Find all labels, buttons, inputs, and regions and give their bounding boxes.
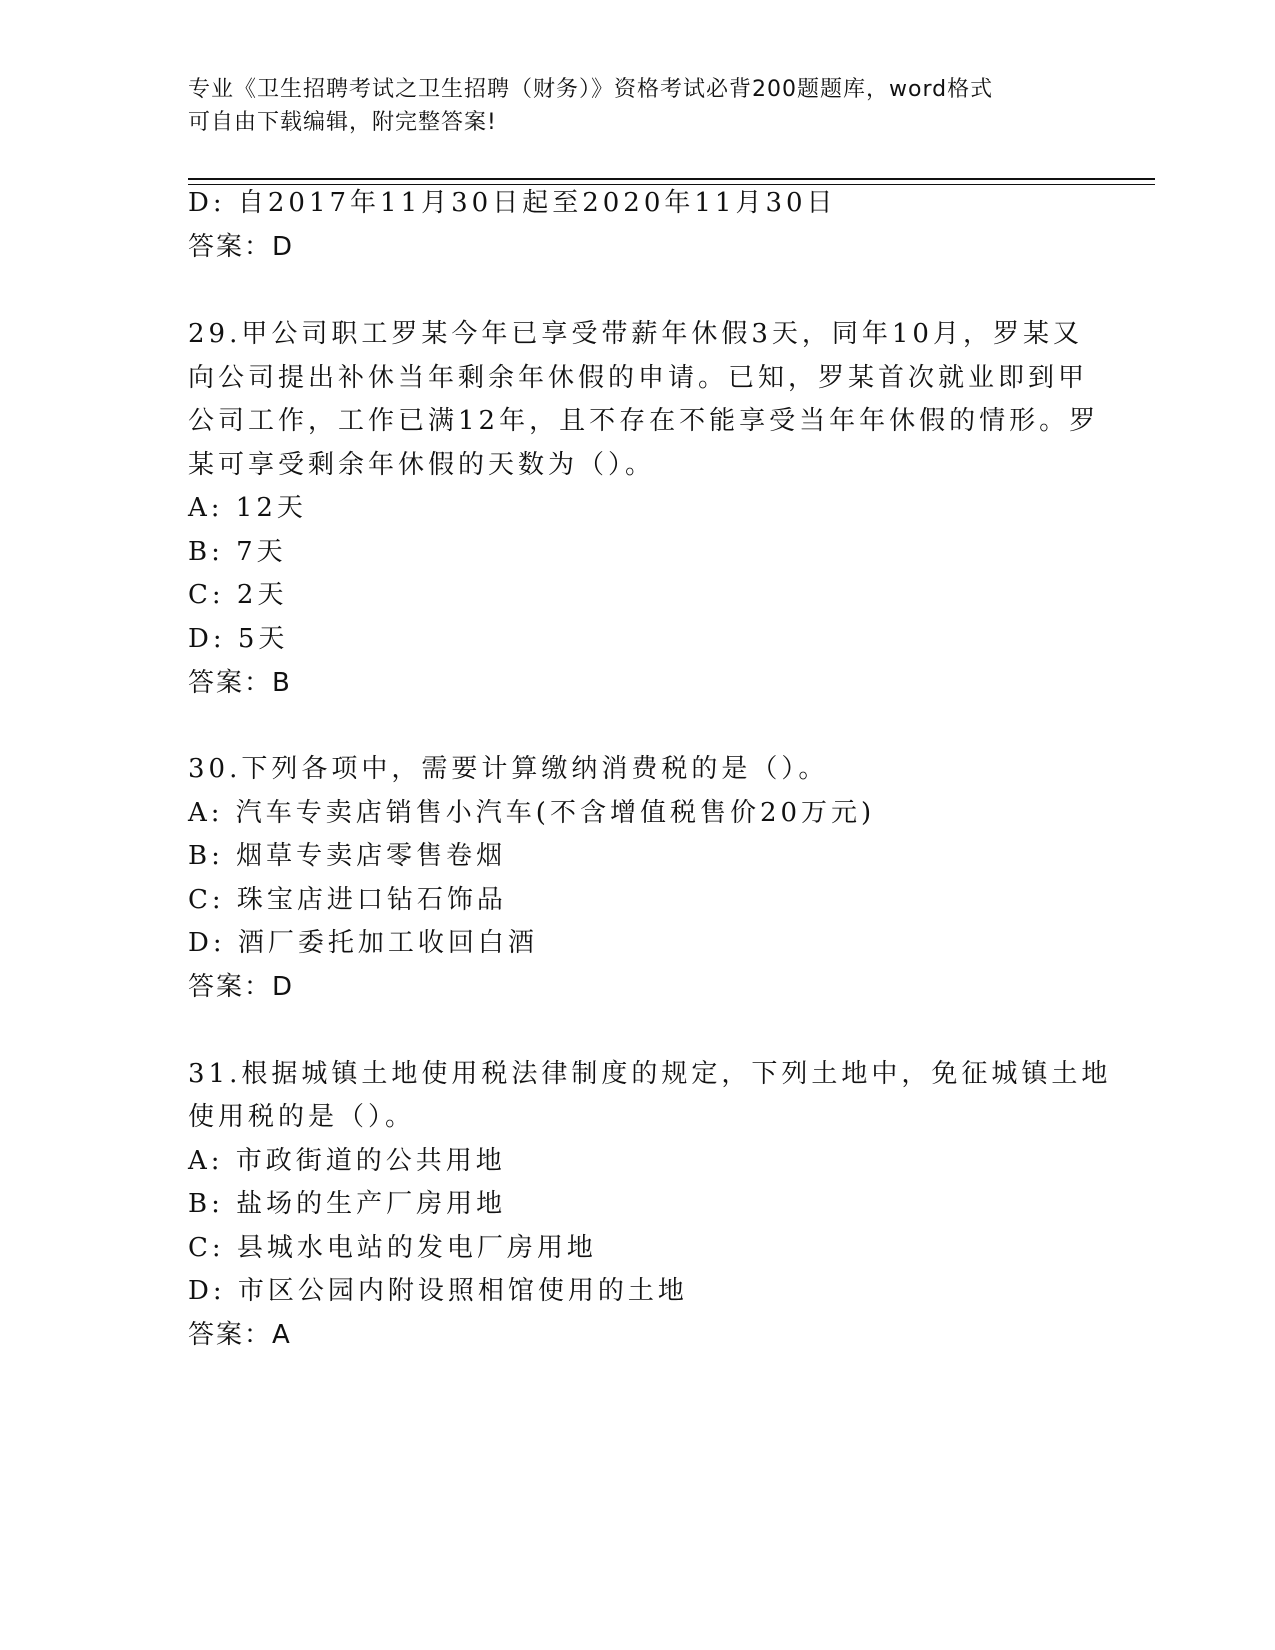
q30-option-a: A: 汽车专卖店销售小汽车(不含增值税售价20万元) — [188, 798, 876, 828]
q31-stem-line-1: 31.根据城镇土地使用税法律制度的规定，下列土地中，免征城镇土地 — [188, 1059, 1112, 1089]
q31-stem-line-2: 使用税的是（）。 — [188, 1102, 416, 1132]
header-divider-thick — [188, 178, 1155, 180]
q29-option-a: A: 12天 — [188, 493, 307, 523]
q30-answer: 答案：D — [188, 972, 295, 1002]
q30-stem-line-1: 30.下列各项中，需要计算缴纳消费税的是（）。 — [188, 754, 829, 784]
q31-option-b: B: 盐场的生产厂房用地 — [188, 1189, 507, 1219]
q30-option-c: C: 珠宝店进口钻石饰品 — [188, 885, 507, 915]
q31-option-d: D: 市区公园内附设照相馆使用的土地 — [188, 1276, 688, 1306]
q31-answer: 答案：A — [188, 1320, 292, 1350]
q29-stem-line-1: 29.甲公司职工罗某今年已享受带薪年休假3天，同年10月，罗某又 — [188, 319, 1083, 349]
header-title-line-1: 专业《卫生招聘考试之卫生招聘（财务）》资格考试必背200题题库，word格式 — [188, 77, 994, 102]
prev-question-option-d: D: 自2017年11月30日起至2020年11月30日 — [188, 188, 837, 218]
header-title-line-2: 可自由下载编辑，附完整答案! — [188, 110, 497, 135]
q31-option-c: C: 县城水电站的发电厂房用地 — [188, 1233, 597, 1263]
q29-option-b: B: 7天 — [188, 537, 287, 567]
q29-option-d: D: 5天 — [188, 624, 289, 654]
q29-stem-line-4: 某可享受剩余年休假的天数为（）。 — [188, 450, 656, 480]
q29-option-c: C: 2天 — [188, 580, 288, 610]
document-header — [188, 73, 1068, 139]
q29-stem-line-3: 公司工作，工作已满12年，且不存在不能享受当年年休假的情形。罗 — [188, 406, 1100, 436]
q29-answer: 答案：B — [188, 668, 292, 698]
q30-option-b: B: 烟草专卖店零售卷烟 — [188, 841, 507, 871]
q29-stem-line-2: 向公司提出补休当年剩余年休假的申请。已知，罗某首次就业即到甲 — [188, 363, 1089, 393]
q31-option-a: A: 市政街道的公共用地 — [188, 1146, 506, 1176]
header-divider-thin — [188, 184, 1155, 185]
q30-option-d: D: 酒厂委托加工收回白酒 — [188, 928, 538, 958]
prev-question-answer: 答案：D — [188, 232, 295, 262]
